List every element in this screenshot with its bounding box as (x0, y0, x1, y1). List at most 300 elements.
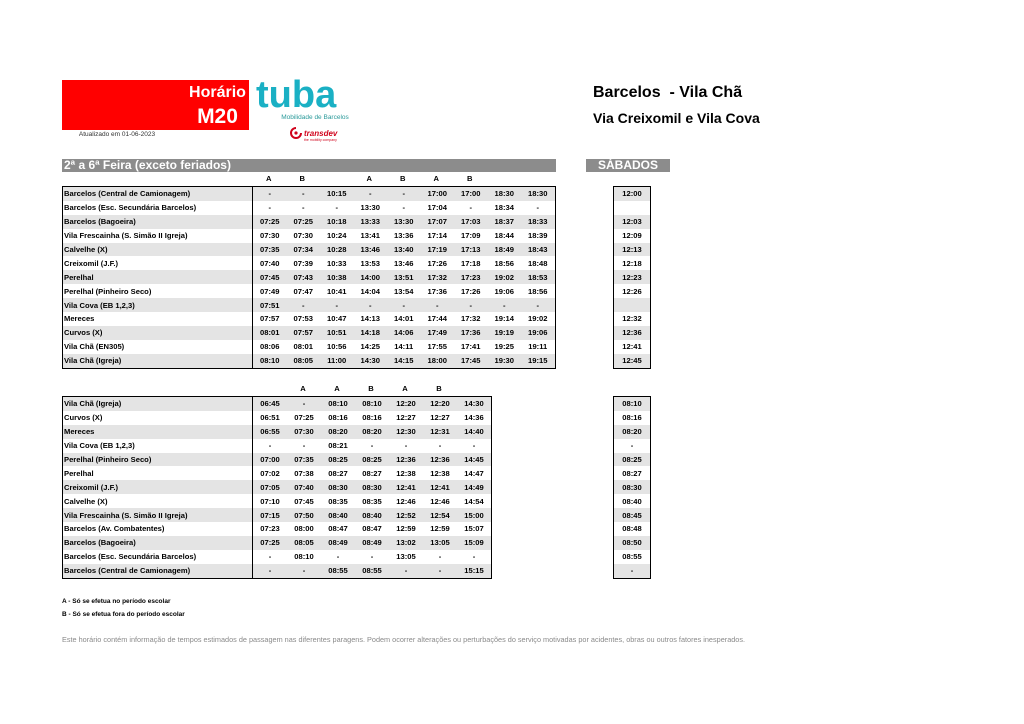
saturday-time (614, 298, 651, 312)
saturday-time: 12:13 (614, 243, 651, 257)
table-row (63, 494, 492, 508)
table-row (63, 215, 556, 229)
table-row (63, 326, 556, 340)
departure-time: 14:11 (387, 340, 421, 354)
table-row (614, 536, 651, 550)
departure-time: 18:56 (521, 284, 555, 298)
departure-time: - (253, 201, 287, 215)
departure-time: 19:30 (488, 354, 522, 368)
departure-time: 07:43 (287, 270, 321, 284)
stop-name: Curvos (X) (63, 326, 253, 340)
table-row (63, 480, 492, 494)
departure-time: 08:20 (355, 425, 389, 439)
saturday-time: 12:09 (614, 229, 651, 243)
table-row (63, 298, 556, 312)
departure-time: 14:06 (387, 326, 421, 340)
stop-name: Perelhal (Pinheiro Seco) (63, 284, 253, 298)
departure-time: 17:32 (454, 312, 488, 326)
departure-time: 19:02 (488, 270, 522, 284)
departure-time: - (287, 564, 321, 578)
updated-date: Atualizado em 01-06-2023 (78, 131, 156, 138)
departure-time: 17:32 (421, 270, 455, 284)
departure-time: 07:45 (253, 270, 287, 284)
departure-time: - (287, 397, 321, 411)
table-row (63, 284, 556, 298)
table-row (614, 564, 651, 578)
tuba-logo-text: tuba (256, 76, 337, 114)
departure-time: 07:25 (253, 215, 287, 229)
trip-flag: A (334, 384, 340, 393)
saturday-time: - (614, 439, 651, 453)
legend-a: A - Só se efetua no período escolar (62, 598, 171, 605)
trip-flag: A (266, 174, 272, 183)
table-row (63, 354, 556, 368)
departure-time: 07:57 (253, 312, 287, 326)
departure-time: 07:25 (287, 215, 321, 229)
disclaimer: Este horário contém informação de tempos estimados de passagem nas diferentes paragens. Podem ocorrer alterações ou perturbações do serviço motivadas por acidentes, obras ou outros fatores inesperados. (62, 635, 746, 644)
departure-time: 11:00 (320, 354, 354, 368)
departure-time: - (423, 564, 457, 578)
trip-flag: A (402, 384, 408, 393)
departure-time: - (457, 550, 492, 564)
table-row (63, 550, 492, 564)
departure-time: - (321, 550, 355, 564)
operator-name: transdev (304, 128, 338, 138)
saturday-time: 08:48 (614, 522, 651, 536)
departure-time: 08:25 (321, 453, 355, 467)
departure-time: 17:07 (421, 215, 455, 229)
departure-time: 18:43 (521, 243, 555, 257)
saturday-time: 08:27 (614, 466, 651, 480)
table-row (614, 508, 651, 522)
departure-time: 13:33 (354, 215, 388, 229)
saturday-time: 12:18 (614, 256, 651, 270)
departure-time: 12:46 (389, 494, 423, 508)
departure-time: - (389, 439, 423, 453)
transdev-logo (290, 127, 338, 142)
table-row (614, 256, 651, 270)
departure-time: 07:50 (287, 508, 321, 522)
stop-name: Perelhal (63, 466, 253, 480)
stop-name: Calvelhe (X) (63, 243, 253, 257)
departure-time: 10:15 (320, 187, 354, 201)
departure-time: - (387, 298, 421, 312)
departure-time: 13:46 (354, 243, 388, 257)
departure-time: 08:10 (253, 354, 287, 368)
departure-time: 06:55 (253, 425, 288, 439)
stop-name: Creixomil (J.F.) (63, 256, 253, 270)
trip-flag: B (467, 174, 473, 183)
departure-time: 12:38 (423, 466, 457, 480)
table-row (614, 425, 651, 439)
departure-time: 14:04 (354, 284, 388, 298)
departure-time: 18:30 (521, 187, 555, 201)
stop-name: Vila Chã (Igreja) (63, 354, 253, 368)
departure-time: 18:39 (521, 229, 555, 243)
departure-time: 14:45 (457, 453, 492, 467)
departure-time: 14:36 (457, 411, 492, 425)
departure-time: 14:00 (354, 270, 388, 284)
stop-name: Creixomil (J.F.) (63, 480, 253, 494)
saturday-time: 08:55 (614, 550, 651, 564)
table-row (614, 480, 651, 494)
departure-time: 13:02 (389, 536, 423, 550)
table-row (63, 508, 492, 522)
departure-time: 13:53 (354, 256, 388, 270)
departure-time: 07:02 (253, 466, 288, 480)
table-row (614, 326, 651, 340)
departure-time: 07:40 (253, 256, 287, 270)
departure-time: 12:41 (389, 480, 423, 494)
departure-time: 07:38 (287, 466, 321, 480)
departure-time: 12:36 (389, 453, 423, 467)
departure-time: 12:36 (423, 453, 457, 467)
departure-time: 17:36 (454, 326, 488, 340)
departure-time: 14:01 (387, 312, 421, 326)
departure-time: 18:44 (488, 229, 522, 243)
departure-time: 08:10 (321, 397, 355, 411)
departure-time: - (320, 298, 354, 312)
departure-time: - (253, 564, 288, 578)
table-row (614, 340, 651, 354)
departure-time: 08:01 (253, 326, 287, 340)
inbound-saturday-table (613, 396, 651, 579)
departure-time: 08:20 (321, 425, 355, 439)
table-row (614, 229, 651, 243)
trip-flag: B (299, 174, 305, 183)
table-row (63, 201, 556, 215)
departure-time: - (354, 298, 388, 312)
table-row (63, 411, 492, 425)
table-row (614, 243, 651, 257)
departure-time: 18:37 (488, 215, 522, 229)
departure-time: 08:49 (355, 536, 389, 550)
table-row (614, 354, 651, 368)
departure-time: 08:49 (321, 536, 355, 550)
departure-time: 14:47 (457, 466, 492, 480)
departure-time: 18:53 (521, 270, 555, 284)
departure-time: 12:59 (389, 522, 423, 536)
departure-time: 07:34 (287, 243, 321, 257)
departure-time: 14:13 (354, 312, 388, 326)
departure-time: 17:26 (421, 256, 455, 270)
departure-time: - (253, 550, 288, 564)
departure-time: 17:13 (454, 243, 488, 257)
departure-time: 18:33 (521, 215, 555, 229)
departure-time: 15:07 (457, 522, 492, 536)
departure-time: 08:10 (287, 550, 321, 564)
departure-time: 08:35 (321, 494, 355, 508)
departure-time: - (454, 201, 488, 215)
departure-time: 07:23 (253, 522, 288, 536)
table-row (63, 453, 492, 467)
departure-time: 19:06 (488, 284, 522, 298)
stop-name: Barcelos (Central de Camionagem) (63, 187, 253, 201)
departure-time: 14:15 (387, 354, 421, 368)
departure-time: 10:38 (320, 270, 354, 284)
departure-time: 17:23 (454, 270, 488, 284)
table-row (614, 453, 651, 467)
table-row (63, 340, 556, 354)
departure-time: 08:16 (321, 411, 355, 425)
departure-time: - (287, 439, 321, 453)
departure-time: 07:10 (253, 494, 288, 508)
trip-flag: B (368, 384, 374, 393)
departure-time: 17:36 (421, 284, 455, 298)
route-title: Barcelos - Vila Chã (593, 84, 743, 101)
departure-time: - (287, 298, 321, 312)
departure-time: 07:51 (253, 298, 287, 312)
departure-time: 08:06 (253, 340, 287, 354)
saturday-time: 12:32 (614, 312, 651, 326)
table-row (63, 466, 492, 480)
table-row (63, 243, 556, 257)
departure-time: 07:25 (287, 411, 321, 425)
departure-time: 08:05 (287, 536, 321, 550)
departure-time: 17:04 (421, 201, 455, 215)
table-row (614, 284, 651, 298)
saturday-time: 08:10 (614, 397, 651, 411)
table-row (614, 494, 651, 508)
table-row (63, 256, 556, 270)
departure-time: 19:15 (521, 354, 555, 368)
departure-time: - (355, 439, 389, 453)
table-row (614, 522, 651, 536)
departure-time: 12:31 (423, 425, 457, 439)
departure-time: 12:30 (389, 425, 423, 439)
departure-time: 12:41 (423, 480, 457, 494)
table-row (63, 439, 492, 453)
departure-time: 10:28 (320, 243, 354, 257)
stop-name: Vila Cova (EB 1,2,3) (63, 439, 253, 453)
departure-time: - (521, 298, 555, 312)
departure-time: - (355, 550, 389, 564)
departure-time: - (423, 439, 457, 453)
departure-time: 08:35 (355, 494, 389, 508)
outbound-weekday-table (62, 186, 556, 369)
stop-name: Calvelhe (X) (63, 494, 253, 508)
table-row (63, 522, 492, 536)
departure-time: 18:34 (488, 201, 522, 215)
saturday-time: 12:45 (614, 354, 651, 368)
departure-time: 08:25 (355, 453, 389, 467)
route-via: Via Creixomil e Vila Cova (593, 110, 760, 126)
departure-time: 07:35 (253, 243, 287, 257)
outbound-saturday-table (613, 186, 651, 369)
stop-name: Barcelos (Central de Camionagem) (63, 564, 253, 578)
departure-time: 12:46 (423, 494, 457, 508)
stop-name: Barcelos (Av. Combatentes) (63, 522, 253, 536)
operator-tagline: the mobility company (304, 138, 337, 142)
table-row (63, 564, 492, 578)
schedule-label: Horário (189, 84, 246, 101)
stop-name: Curvos (X) (63, 411, 253, 425)
departure-time: 17:03 (454, 215, 488, 229)
table-row (614, 439, 651, 453)
departure-time: - (457, 439, 492, 453)
departure-time: 19:11 (521, 340, 555, 354)
departure-time: 17:55 (421, 340, 455, 354)
trip-flag: B (400, 174, 406, 183)
stop-name: Barcelos (Esc. Secundária Barcelos) (63, 201, 253, 215)
departure-time: 07:45 (287, 494, 321, 508)
outbound-trip-flags (252, 174, 554, 183)
stop-name: Vila Cova (EB 1,2,3) (63, 298, 253, 312)
departure-time: 17:00 (421, 187, 455, 201)
departure-time: 10:24 (320, 229, 354, 243)
departure-time: - (389, 564, 423, 578)
departure-time: 10:47 (320, 312, 354, 326)
table-row (614, 466, 651, 480)
departure-time: 07:30 (287, 229, 321, 243)
trip-flag: A (300, 384, 306, 393)
trip-flag: B (436, 384, 442, 393)
departure-time: 07:30 (287, 425, 321, 439)
table-row (614, 187, 651, 201)
departure-time: - (253, 187, 287, 201)
departure-time: 19:02 (521, 312, 555, 326)
departure-time: 08:40 (321, 508, 355, 522)
saturday-time: 12:03 (614, 215, 651, 229)
departure-time: 07:25 (253, 536, 288, 550)
departure-time: 18:49 (488, 243, 522, 257)
trip-flag (252, 384, 286, 393)
saturday-time (614, 201, 651, 215)
departure-time: 13:05 (423, 536, 457, 550)
departure-time: 18:56 (488, 256, 522, 270)
saturday-time: 12:36 (614, 326, 651, 340)
table-row (63, 397, 492, 411)
departure-time: 10:51 (320, 326, 354, 340)
departure-time: 12:20 (389, 397, 423, 411)
table-row (63, 270, 556, 284)
departure-time: 17:19 (421, 243, 455, 257)
table-row (614, 312, 651, 326)
departure-time: 13:51 (387, 270, 421, 284)
table-row (614, 201, 651, 215)
departure-time: 17:49 (421, 326, 455, 340)
departure-time: - (454, 298, 488, 312)
trip-flag (319, 174, 353, 183)
departure-time: 12:54 (423, 508, 457, 522)
departure-time: 19:19 (488, 326, 522, 340)
departure-time: 13:36 (387, 229, 421, 243)
departure-time: 12:52 (389, 508, 423, 522)
departure-time: 08:00 (287, 522, 321, 536)
departure-time: 07:35 (287, 453, 321, 467)
departure-time: - (423, 550, 457, 564)
departure-time: 14:30 (354, 354, 388, 368)
departure-time: 14:49 (457, 480, 492, 494)
departure-time: 08:55 (321, 564, 355, 578)
table-row (63, 312, 556, 326)
departure-time: - (488, 298, 522, 312)
departure-time: 12:59 (423, 522, 457, 536)
saturday-time: - (614, 564, 651, 578)
saturday-time: 12:41 (614, 340, 651, 354)
departure-time: 06:51 (253, 411, 288, 425)
departure-time: 07:40 (287, 480, 321, 494)
departure-time: 15:15 (457, 564, 492, 578)
saturday-time: 12:00 (614, 187, 651, 201)
departure-time: - (253, 439, 288, 453)
trip-flag (456, 384, 490, 393)
stop-name: Mereces (63, 312, 253, 326)
trip-flag (487, 174, 521, 183)
departure-time: 14:18 (354, 326, 388, 340)
departure-time: 08:30 (355, 480, 389, 494)
departure-time: 19:06 (521, 326, 555, 340)
departure-time: 07:30 (253, 229, 287, 243)
departure-time: 07:47 (287, 284, 321, 298)
saturday-time: 08:20 (614, 425, 651, 439)
transdev-swirl-icon (290, 127, 302, 139)
departure-time: 10:33 (320, 256, 354, 270)
saturday-time: 12:23 (614, 270, 651, 284)
departure-time: 17:44 (421, 312, 455, 326)
departure-time: 07:57 (287, 326, 321, 340)
saturday-time: 08:40 (614, 494, 651, 508)
departure-time: 17:14 (421, 229, 455, 243)
departure-time: 08:01 (287, 340, 321, 354)
departure-time: 19:25 (488, 340, 522, 354)
table-row (614, 397, 651, 411)
departure-time: - (320, 201, 354, 215)
stop-name: Vila Chã (EN305) (63, 340, 253, 354)
departure-time: - (387, 201, 421, 215)
departure-time: 12:27 (389, 411, 423, 425)
table-row (614, 215, 651, 229)
table-row (614, 298, 651, 312)
departure-time: 07:05 (253, 480, 288, 494)
table-row (63, 536, 492, 550)
trip-flag: A (366, 174, 372, 183)
departure-time: 06:45 (253, 397, 288, 411)
departure-time: 15:09 (457, 536, 492, 550)
stop-name: Perelhal (Pinheiro Seco) (63, 453, 253, 467)
departure-time: 12:27 (423, 411, 457, 425)
departure-time: 08:30 (321, 480, 355, 494)
stop-name: Barcelos (Bagoeira) (63, 536, 253, 550)
saturday-time: 08:30 (614, 480, 651, 494)
departure-time: - (287, 187, 321, 201)
departure-time: 08:47 (321, 522, 355, 536)
table-row (63, 425, 492, 439)
departure-time: 17:26 (454, 284, 488, 298)
departure-time: 08:27 (355, 466, 389, 480)
saturdays-header: SÁBADOS (586, 159, 670, 172)
weekdays-header: 2ª a 6ª Feira (exceto feriados) (62, 159, 556, 172)
saturday-time: 08:25 (614, 453, 651, 467)
departure-time: 10:56 (320, 340, 354, 354)
departure-time: 17:09 (454, 229, 488, 243)
departure-time: 07:49 (253, 284, 287, 298)
departure-time: 13:40 (387, 243, 421, 257)
departure-time: 08:40 (355, 508, 389, 522)
departure-time: 14:40 (457, 425, 492, 439)
inbound-trip-flags (252, 384, 490, 393)
departure-time: 13:05 (389, 550, 423, 564)
stop-name: Perelhal (63, 270, 253, 284)
saturday-time: 08:50 (614, 536, 651, 550)
trip-flag (520, 174, 554, 183)
departure-time: 07:15 (253, 508, 288, 522)
table-row (614, 270, 651, 284)
departure-time: - (521, 201, 555, 215)
departure-time: 13:30 (354, 201, 388, 215)
departure-time: 15:00 (457, 508, 492, 522)
departure-time: 17:18 (454, 256, 488, 270)
